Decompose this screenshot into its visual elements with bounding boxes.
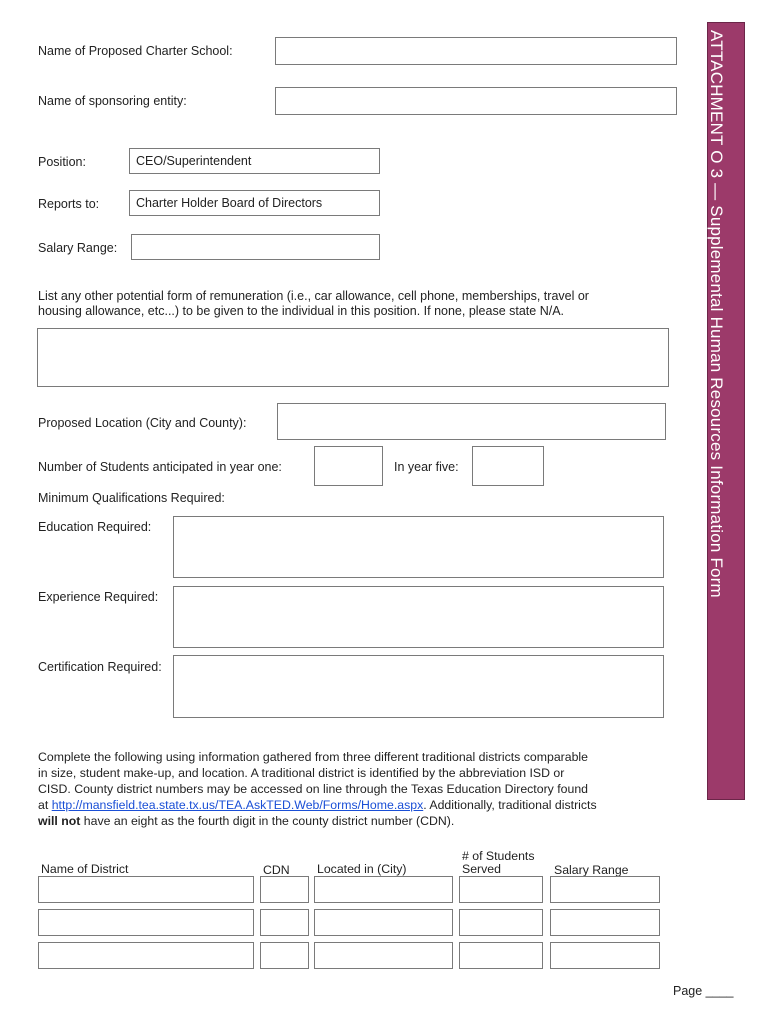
position-input[interactable]: CEO/Superintendent [129, 148, 380, 174]
students-year-five-label: In year five: [394, 460, 459, 474]
instructions-line3: CISD. County district numbers may be accessed on line through the Texas Education Directory found [38, 782, 588, 796]
sponsoring-entity-label: Name of sponsoring entity: [38, 94, 187, 108]
district-students-cell[interactable] [459, 942, 543, 969]
education-textarea[interactable] [173, 516, 664, 578]
page-number: Page ____ [673, 984, 734, 998]
remuneration-textarea[interactable] [37, 328, 669, 387]
district-cdn-cell[interactable] [260, 876, 309, 903]
min-qualifications-heading: Minimum Qualifications Required: [38, 491, 225, 505]
ted-directory-link[interactable]: http://mansfield.tea.state.tx.us/TEA.AskTED.Web/Forms/Home.aspx [51, 798, 424, 812]
header-located-in-city: Located in (City) [317, 862, 407, 876]
district-city-cell[interactable] [314, 876, 453, 903]
instructions-line2: in size, student make-up, and location. A traditional district is identified by the abbreviation ISD or [38, 766, 565, 780]
salary-range-label: Salary Range: [38, 241, 118, 255]
instructions-line5 [38, 813, 454, 829]
sponsoring-entity-input[interactable] [275, 87, 677, 115]
charter-school-label: Name of Proposed Charter School: [38, 44, 233, 58]
district-name-cell[interactable] [38, 909, 254, 936]
district-name-cell[interactable] [38, 876, 254, 903]
district-salary-cell[interactable] [550, 909, 660, 936]
students-year-five-input[interactable] [472, 446, 544, 486]
students-year-one-label: Number of Students anticipated in year one: [38, 460, 282, 474]
header-cdn: CDN [263, 863, 290, 877]
header-students-served-line2: Served [462, 862, 501, 876]
district-city-cell[interactable] [314, 942, 453, 969]
reports-to-label: Reports to: [38, 197, 100, 211]
students-year-one-input[interactable] [314, 446, 383, 486]
certification-label: Certification Required: [38, 660, 162, 674]
district-students-cell[interactable] [459, 909, 543, 936]
experience-textarea[interactable] [173, 586, 664, 648]
remuneration-instructions-line2: housing allowance, etc...) to be given to the individual in this position. If none, please state N/A. [38, 304, 565, 318]
position-label: Position: [38, 155, 86, 169]
instructions-line4 [38, 797, 597, 813]
instructions-line4-prefix: at [38, 798, 52, 812]
district-city-cell[interactable] [314, 909, 453, 936]
charter-school-input[interactable] [275, 37, 677, 65]
district-name-cell[interactable] [38, 942, 254, 969]
instructions-line1: Complete the following using information gathered from three different traditional districts comparable [38, 750, 589, 764]
district-cdn-cell[interactable] [260, 909, 309, 936]
location-input[interactable] [277, 403, 666, 440]
district-cdn-cell[interactable] [260, 942, 309, 969]
remuneration-instructions-line1: List any other potential form of remuneration (i.e., car allowance, cell phone, memberships, travel or [38, 289, 589, 303]
header-salary-range: Salary Range [554, 863, 629, 877]
instructions-line4-suffix: . Additionally, traditional districts [423, 798, 597, 812]
salary-range-input[interactable] [131, 234, 380, 260]
attachment-title: ATTACHMENT O 3 — Supplemental Human Resources Information Form [707, 30, 726, 598]
experience-label: Experience Required: [38, 590, 159, 604]
instructions-emphasis: will not [38, 814, 81, 828]
education-label: Education Required: [38, 520, 152, 534]
reports-to-input[interactable]: Charter Holder Board of Directors [129, 190, 380, 216]
location-label: Proposed Location (City and County): [38, 416, 247, 430]
district-salary-cell[interactable] [550, 876, 660, 903]
instructions-line5-rest: have an eight as the fourth digit in the county district number (CDN). [80, 814, 455, 828]
certification-textarea[interactable] [173, 655, 664, 718]
district-students-cell[interactable] [459, 876, 543, 903]
header-name-of-district: Name of District [41, 862, 129, 876]
header-students-served-line1: # of Students [462, 849, 535, 863]
district-salary-cell[interactable] [550, 942, 660, 969]
